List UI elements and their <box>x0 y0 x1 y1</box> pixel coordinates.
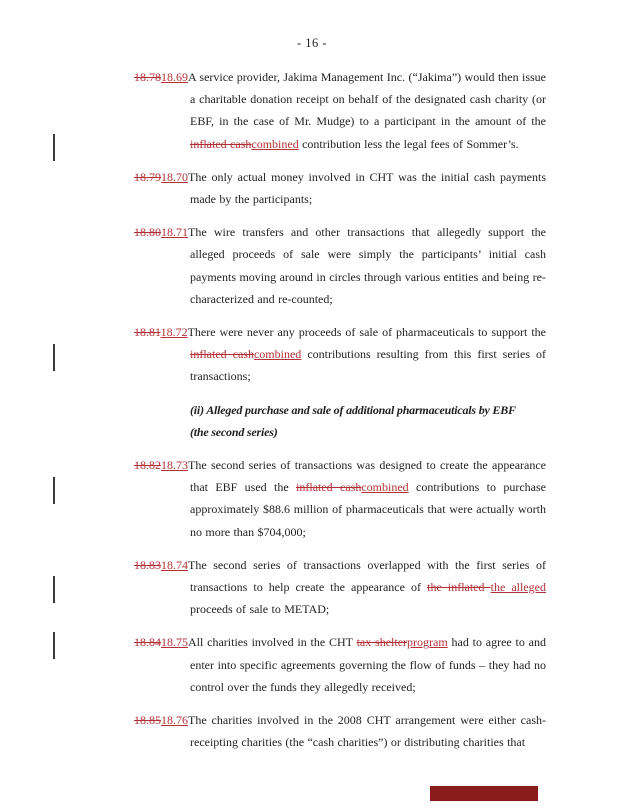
deleted-text: inflated cash <box>190 347 254 362</box>
deleted-text: 18.79 <box>134 169 161 184</box>
paragraph-18.74 <box>134 554 546 621</box>
body-text: The second series of transactions was designed to create the appearance that EBF used the <box>188 458 546 495</box>
paragraph-18.76 <box>134 709 546 753</box>
inserted-text: program <box>407 635 448 650</box>
deleted-text: inflated cash <box>190 136 252 151</box>
paragraph-18.69 <box>134 66 546 155</box>
deleted-text: 18.81 <box>134 325 161 340</box>
document-body <box>134 66 546 764</box>
inserted-text: 18.69 <box>161 70 188 84</box>
deleted-text: 18.80 <box>134 225 161 240</box>
change-bar <box>53 344 55 371</box>
inserted-text: 18.72 <box>160 325 188 340</box>
change-bar <box>53 576 55 603</box>
body-text: There were never any proceeds of sale of pharmaceuticals to support the <box>187 325 546 340</box>
body-text: The wire transfers and other transactions that allegedly support the alleged proceeds of sale were simply the participants’ initial cash payments moving around in circles through various entities and being re-characterized and re-counted; <box>188 225 546 306</box>
heading-line: (the second series) <box>190 424 278 439</box>
inserted-text: the alleged <box>490 580 546 595</box>
change-bar <box>53 477 55 504</box>
paragraph-18.71 <box>134 221 546 310</box>
deleted-text: tax shelter <box>356 635 408 650</box>
paragraph-18.75 <box>134 631 546 698</box>
paragraph-18.73 <box>134 454 546 543</box>
deleted-text: 18.82 <box>134 458 161 473</box>
heading-line: (ii) Alleged purchase and sale of additional pharmaceuticals by EBF <box>190 402 516 417</box>
body-text: All charities involved in the CHT <box>188 635 357 650</box>
inserted-text: 18.73 <box>161 458 188 473</box>
inserted-text: 18.75 <box>161 635 188 650</box>
page-number: - 16 - <box>296 36 328 50</box>
body-text: A service provider, Jakima Management Inc. (“Jakima”) would then issue a charitable donation receipt on behalf of the designated cash charity (or EBF, in the case of Mr. Mudge) to a participant in the amount of the <box>188 70 547 129</box>
body-text: had to agree to and enter into specific agreements governing the flow of funds – they had no control over the funds they allegedly received; <box>190 635 547 694</box>
inserted-text: combined <box>361 480 409 495</box>
deleted-text: 18.84 <box>134 635 161 650</box>
change-bar <box>53 632 55 659</box>
body-text: The only actual money involved in CHT was the initial cash payments made by the participants; <box>188 169 546 207</box>
section-heading-ii <box>134 399 546 443</box>
red-banner <box>430 786 538 801</box>
paragraph-18.70 <box>134 166 546 210</box>
body-text: The charities involved in the 2008 CHT arrangement were either cash-receipting charities (the “cash charities”) or distributing charities that <box>188 713 546 750</box>
inserted-text: 18.71 <box>161 225 188 240</box>
body-text: contributions resulting from this first series of transactions; <box>190 347 546 384</box>
body-text: proceeds of sale to METAD; <box>190 602 330 617</box>
deleted-text: 18.85 <box>134 713 161 728</box>
change-bar <box>53 134 55 161</box>
paragraph-18.72 <box>134 321 546 388</box>
inserted-text: 18.76 <box>161 713 188 728</box>
inserted-text: 18.70 <box>161 169 188 184</box>
deleted-text: 18.78 <box>134 70 161 84</box>
body-text: The second series of transactions overlapped with the first series of transactions to help create the appearance of <box>188 557 546 595</box>
body-text: contribution less the legal fees of Sommer’s. <box>298 136 519 151</box>
body-text: contributions to purchase approximately $88.6 million of pharmaceuticals that were actually worth no more than $704,000; <box>190 480 546 539</box>
deleted-text: inflated cash <box>296 480 362 495</box>
inserted-text: combined <box>253 347 302 362</box>
inserted-text: combined <box>251 136 299 151</box>
deleted-text: the inflated <box>427 580 491 595</box>
deleted-text: 18.83 <box>134 557 161 572</box>
inserted-text: 18.74 <box>161 557 188 572</box>
